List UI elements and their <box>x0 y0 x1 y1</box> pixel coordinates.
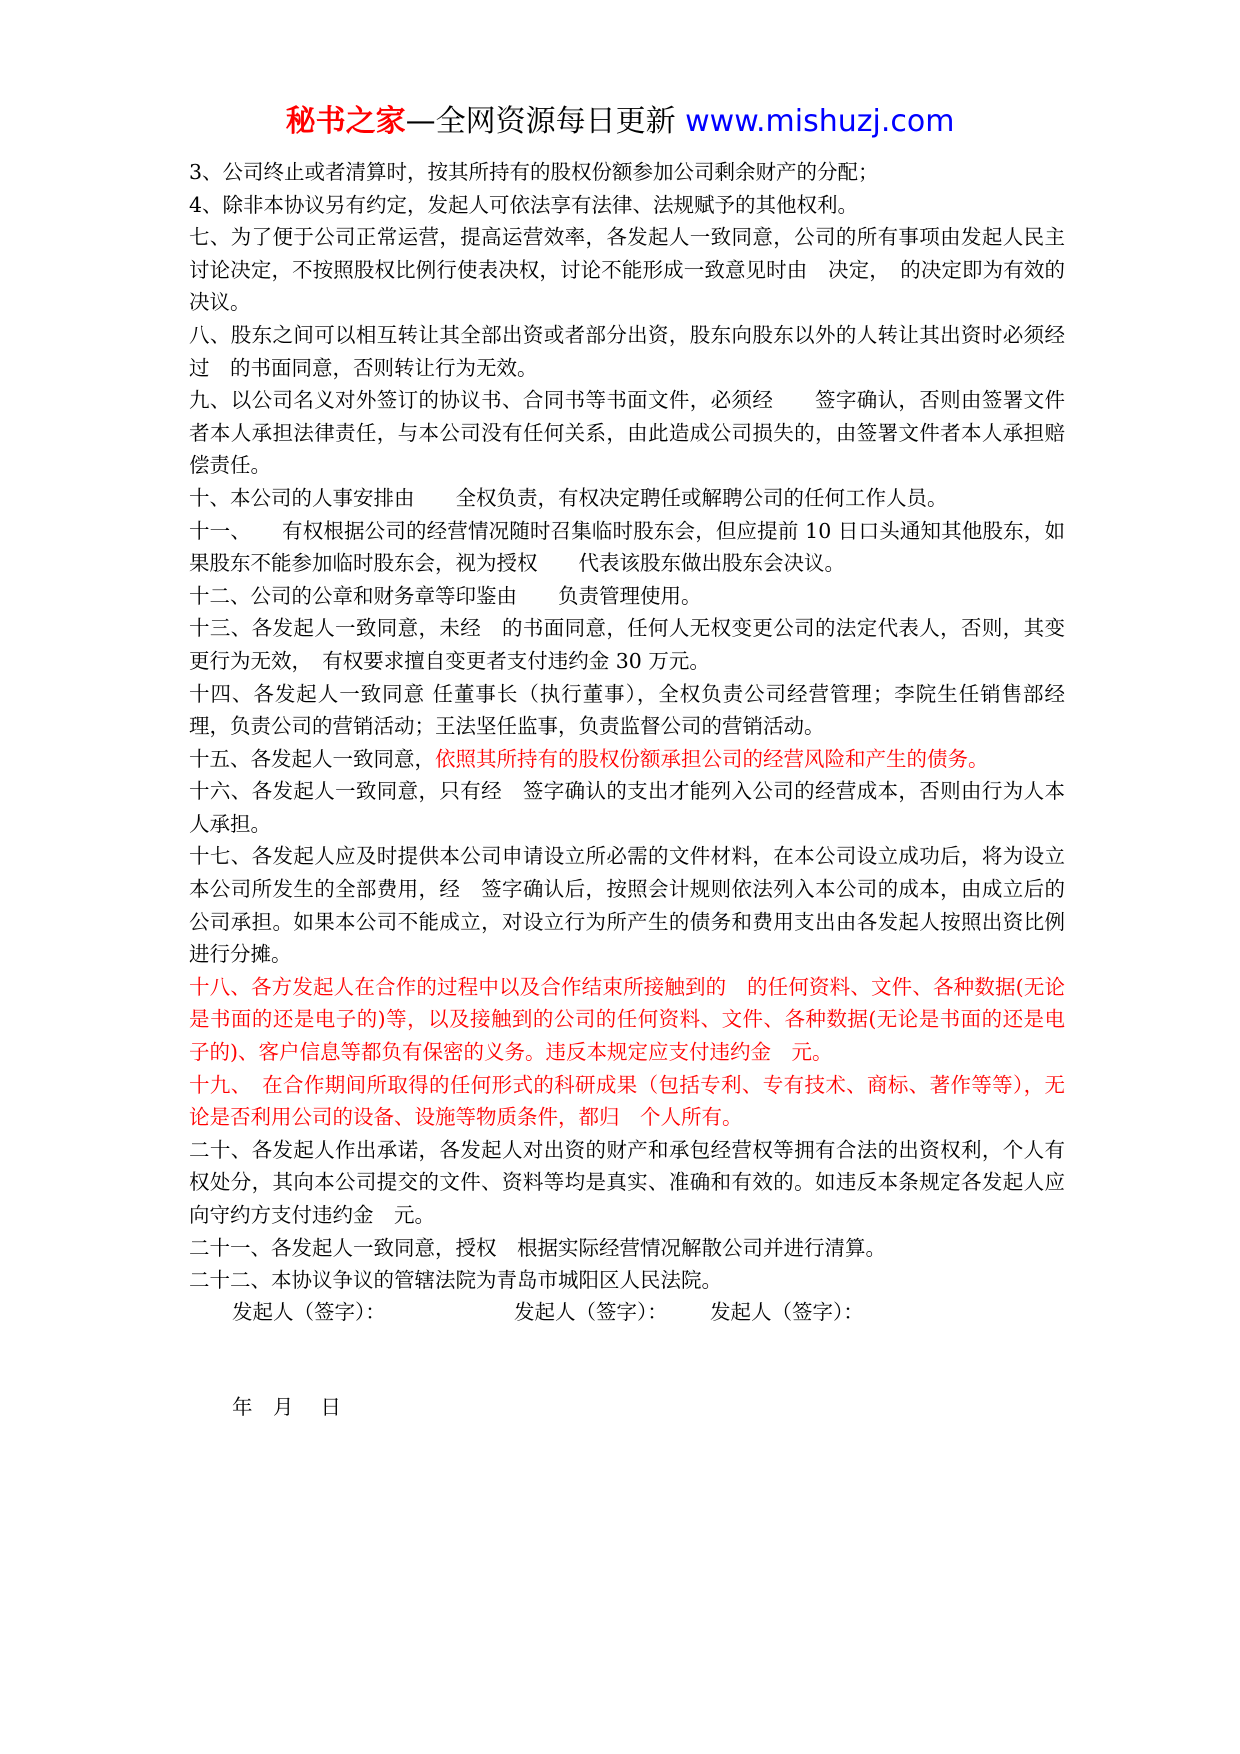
clause-paragraph: 十七、各发起人应及时提供本公司申请设立所必需的文件材料，在本公司设立成功后，将为设立本公司所发生的全部费用，经 签字确认后，按照会计规则依法列入本公司的成本，由成立后的公司承担。如果本公司不能成立，对设立行为所产生的债务和费用支出由各发起人按照出资比例进行分摊。 <box>189 844 1065 967</box>
clause-paragraph: 4、除非本协议另有约定，发起人可依法享有法律、法规赋予的其他权利。 <box>189 192 859 217</box>
page-header <box>0 100 1240 144</box>
clause-paragraph: 二十二、本协议争议的管辖法院为青岛市城阳区人民法院。 <box>189 1268 722 1293</box>
clause-paragraph: 3、公司终止或者清算时，按其所持有的股权份额参加公司剩余财产的分配； <box>189 160 879 184</box>
clause-paragraph: 二十一、各发起人一致同意，授权 根据实际经营情况解散公司并进行清算。 <box>189 1235 886 1260</box>
header-slogan: —全网资源每日更新 <box>405 104 686 139</box>
clause-paragraph: 十八、各方发起人在合作的过程中以及合作结束所接触到的 的任何资料、文件、各种数据(无论是书面的还是电子的)等，以及接触到的公司的任何资料、文件、各种数据(无论是书面的还是电子的)、客户信息等都负有保密的义务。违反本规定应支付违约金 元。 <box>189 974 1065 1065</box>
clause-paragraph: 十九、 在合作期间所取得的任何形式的科研成果（包括专利、专有技术、商标、著作等等），无论是否利用公司的设备、设施等物质条件，都归 个人所有。 <box>189 1072 1065 1130</box>
header-url-link[interactable]: www.mishuzj.com <box>685 104 955 139</box>
clause-paragraph: 七、为了便于公司正常运营，提高运营效率，各发起人一致同意，公司的所有事项由发起人民主讨论决定，不按照股权比例行使表决权，讨论不能形成一致意见时由 决定， 的决定即为有效的决议。 <box>189 225 1065 315</box>
signature-label: 发起人（签字）： <box>232 1300 386 1324</box>
clause-paragraph: 十二、公司的公章和财务章等印鉴由 负责管理使用。 <box>189 583 702 608</box>
header-brand: 秘书之家 <box>285 104 406 139</box>
clause-paragraph: 十三、各发起人一致同意，未经 的书面同意，任何人无权变更公司的法定代表人，否则，其变更行为无效， 有权要求擅自变更者支付违约金 30 万元。 <box>189 616 1065 673</box>
clause-paragraph: 八、股东之间可以相互转让其全部出资或者部分出资，股东向股东以外的人转让其出资时必须经过 的书面同意，否则转让行为无效。 <box>189 322 1065 380</box>
date-line: 年 月 日 <box>232 1395 342 1419</box>
clause-paragraph: 十五、各发起人一致同意，依照其所持有的股权份额承担公司的经营风险和产生的债务。 <box>189 746 989 771</box>
clause-paragraph: 十六、各发起人一致同意，只有经 签字确认的支出才能列入公司的经营成本，否则由行为人本人承担。 <box>189 779 1065 836</box>
signature-label: 发起人（签字）： <box>514 1300 668 1324</box>
clause-paragraph: 九、以公司名义对外签订的协议书、合同书等书面文件，必须经 签字确认，否则由签署文件者本人承担法律责任，与本公司没有任何关系，由此造成公司损失的，由签署文件者本人承担赔偿责任。 <box>189 388 1065 478</box>
agreement-body <box>189 156 1065 1297</box>
clause-paragraph: 十四、各发起人一致同意 任董事长（执行董事），全权负责公司经营管理；李院生任销售部经理，负责公司的营销活动；王法坚任监事，负责监督公司的营销活动。 <box>189 681 1065 739</box>
clause-paragraph: 十、本公司的人事安排由 全权负责，有权决定聘任或解聘公司的任何工作人员。 <box>189 485 948 510</box>
signature-label: 发起人（签字）： <box>710 1300 864 1324</box>
clause-paragraph: 十一、 有权根据公司的经营情况随时召集临时股东会，但应提前 10 日口头通知其他股东，如果股东不能参加临时股东会，视为授权 代表该股东做出股东会决议。 <box>189 518 1065 576</box>
clause-paragraph: 二十、各发起人作出承诺，各发起人对出资的财产和承包经营权等拥有合法的出资权利，个人有权处分，其向本公司提交的文件、资料等均是真实、准确和有效的。如违反本条规定各发起人应向守约方支付违约金 元。 <box>189 1137 1065 1227</box>
